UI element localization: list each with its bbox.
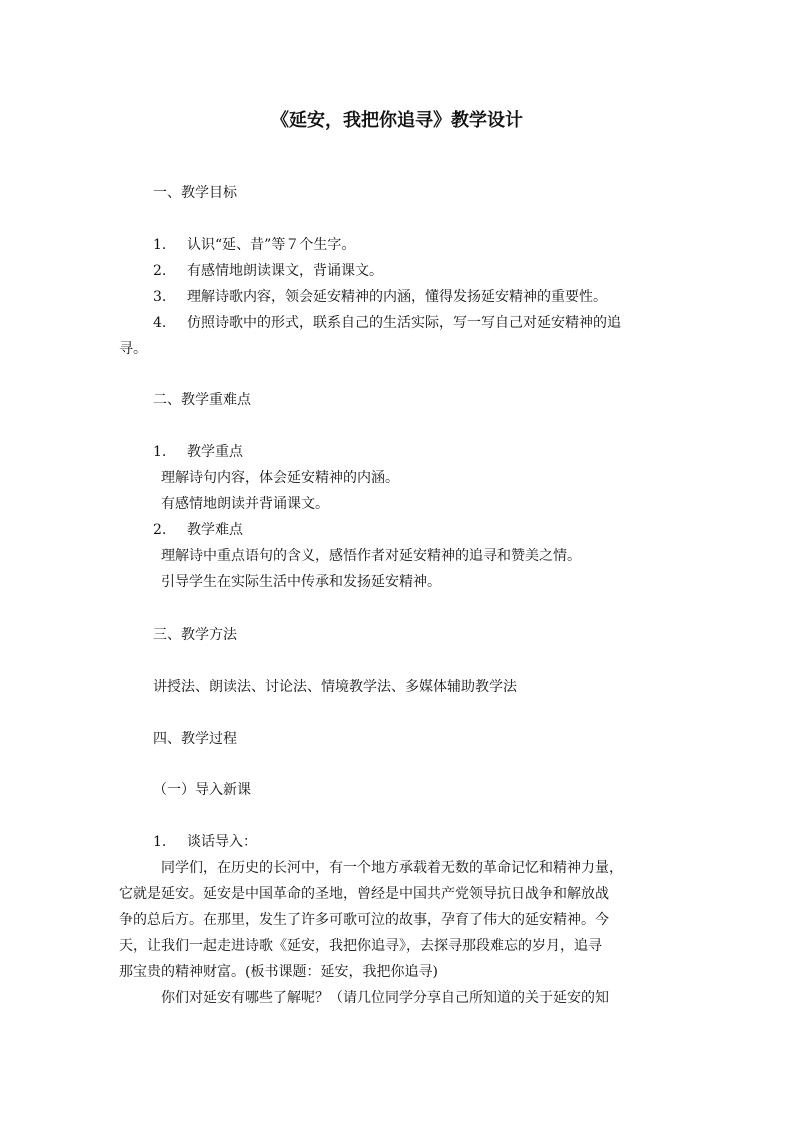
objective-item-4 [153, 314, 621, 332]
key-points-sub-1 [153, 443, 243, 461]
page-title: 《延安，我把你追寻》教学设计 [271, 110, 523, 131]
item-label: 教学重点 [187, 444, 243, 460]
item-text: 仿照诗歌中的形式，联系自己的生活实际，写一写自己对延安精神的追 [187, 315, 621, 331]
item-number: 1. [153, 834, 167, 850]
item-text: 理解诗歌内容，领会延安精神的内涵，懂得发扬延安精神的重要性。 [187, 289, 607, 305]
item-number: 3. [153, 289, 167, 305]
item-number: 4. [153, 315, 167, 331]
item-number: 2. [153, 522, 167, 538]
item-label: 教学难点 [187, 522, 243, 538]
paragraph-line: 它就是延安。延安是中国革命的圣地，曾经是中国共产党领导抗日战争和解放战 [119, 886, 609, 902]
objective-item-3 [153, 288, 607, 306]
item-text: 认识“延、昔”等７个生字。 [187, 237, 356, 253]
difficulty-line: 理解诗中重点语句的含义，感悟作者对延安精神的追寻和赞美之情。 [161, 548, 581, 564]
difficulty-line: 引导学生在实际生活中传承和发扬延安精神。 [161, 574, 441, 590]
objective-item-4-continuation: 寻。 [119, 341, 147, 357]
section-heading-methods: 三、教学方法 [153, 627, 237, 643]
item-label: 谈话导入： [187, 834, 257, 850]
item-number: 2. [153, 263, 167, 279]
item-number: 1. [153, 237, 167, 253]
key-point-line: 有感情地朗读并背诵课文。 [161, 496, 329, 512]
key-point-line: 理解诗句内容，体会延安精神的内涵。 [161, 470, 399, 486]
objective-item-2 [153, 262, 383, 280]
paragraph-line: 你们对延安有哪些了解呢？（请几位同学分享自己所知道的关于延安的知 [161, 990, 609, 1006]
methods-text: 讲授法、朗读法、讨论法、情境教学法、多媒体辅助教学法 [153, 679, 517, 695]
paragraph-line: 同学们，在历史的长河中，有一个地方承载着无数的革命记忆和精神力量， [161, 860, 623, 876]
key-points-sub-2 [153, 521, 243, 539]
paragraph-line: 天，让我们一起走进诗歌《延安，我把你追寻》，去探寻那段难忘的岁月，追寻 [119, 938, 602, 954]
objective-item-1 [153, 236, 355, 254]
section-heading-process: 四、教学过程 [153, 731, 237, 747]
item-number: 1. [153, 444, 167, 460]
paragraph-line: 那宝贵的精神财富。(板书课题：延安，我把你追寻) [119, 964, 438, 980]
subsection-heading-intro: （一）导入新课 [153, 782, 251, 798]
process-item-1 [153, 833, 257, 851]
paragraph-line: 争的总后方。在那里，发生了许多可歌可泣的故事，孕育了伟大的延安精神。今 [119, 912, 609, 928]
section-heading-objectives: 一、教学目标 [153, 185, 237, 201]
section-heading-key-points: 二、教学重难点 [153, 392, 251, 408]
item-text: 有感情地朗读课文，背诵课文。 [187, 263, 383, 279]
